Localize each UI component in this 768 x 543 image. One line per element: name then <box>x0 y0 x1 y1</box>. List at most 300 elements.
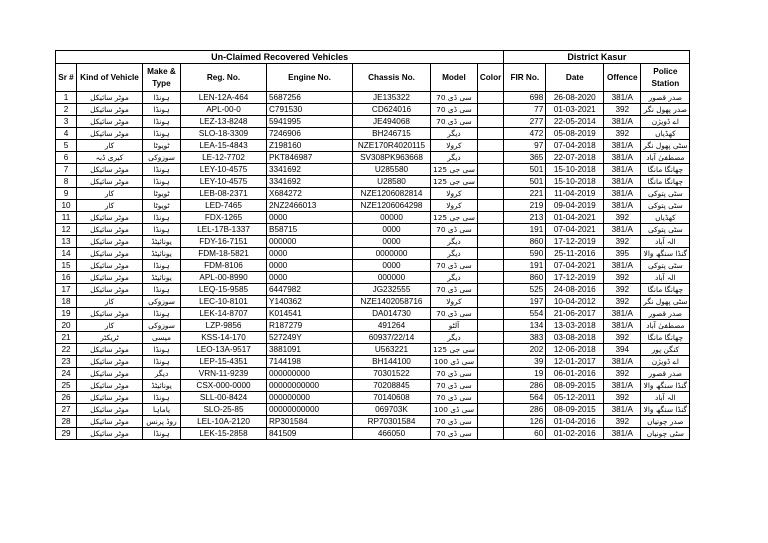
cell-date: 01-02-2016 <box>546 428 604 440</box>
table-row <box>56 92 690 104</box>
cell-date: 08-09-2015 <box>546 404 604 416</box>
header-fir: FIR No. <box>504 64 546 92</box>
cell-date: 22-07-2018 <box>546 152 604 164</box>
table-row <box>56 188 690 200</box>
cell-engine: RP301584 <box>267 416 353 428</box>
cell-offence: 381/A <box>604 92 641 104</box>
cell-model: دیگر <box>431 152 478 164</box>
cell-color <box>477 260 503 272</box>
cell-model: دیگر <box>431 236 478 248</box>
cell-station: الہ آباد <box>641 392 690 404</box>
cell-model: سی ڈی 70 <box>431 104 478 116</box>
cell-sr: 14 <box>56 248 77 260</box>
cell-make: ٹویوٹا <box>143 140 181 152</box>
cell-date: 17-12-2019 <box>546 272 604 284</box>
cell-station: سٹی پتوکی <box>641 260 690 272</box>
cell-reg: LZP-9856 <box>181 320 267 332</box>
cell-engine: 0000 <box>267 212 353 224</box>
cell-color <box>477 356 503 368</box>
cell-reg: VRN-11-9239 <box>181 368 267 380</box>
cell-kind: موٹر سائیکل <box>77 392 143 404</box>
cell-reg: LEB-08-2371 <box>181 188 267 200</box>
cell-model: سی ڈی 70 <box>431 392 478 404</box>
cell-make: ہونڈا <box>143 116 181 128</box>
cell-date: 10-04-2012 <box>546 296 604 308</box>
cell-station: گنڈا سنگھ والا <box>641 404 690 416</box>
cell-date: 05-08-2019 <box>546 128 604 140</box>
cell-offence: 381/A <box>604 260 641 272</box>
header-offence: Offence <box>604 64 641 92</box>
cell-kind: کار <box>77 320 143 332</box>
vehicles-table <box>55 50 690 440</box>
cell-make: ہونڈا <box>143 392 181 404</box>
cell-model: سی ڈی 70 <box>431 428 478 440</box>
cell-station: الہ آباد <box>641 236 690 248</box>
cell-color <box>477 128 503 140</box>
table-row <box>56 128 690 140</box>
cell-fir: 213 <box>504 212 546 224</box>
cell-station: چھانگا مانگا <box>641 284 690 296</box>
cell-date: 11-04-2019 <box>546 188 604 200</box>
cell-fir: 860 <box>504 272 546 284</box>
cell-offence: 392 <box>604 128 641 140</box>
cell-color <box>477 404 503 416</box>
cell-date: 06-01-2016 <box>546 368 604 380</box>
cell-fir: 219 <box>504 200 546 212</box>
cell-reg: FDM-18-5821 <box>181 248 267 260</box>
cell-sr: 18 <box>56 296 77 308</box>
cell-reg: APL-00-8990 <box>181 272 267 284</box>
cell-sr: 6 <box>56 152 77 164</box>
cell-engine: C791530 <box>267 104 353 116</box>
cell-make: ہونڈا <box>143 128 181 140</box>
cell-make: ہونڈا <box>143 176 181 188</box>
cell-sr: 17 <box>56 284 77 296</box>
cell-offence: 392 <box>604 296 641 308</box>
table-row <box>56 272 690 284</box>
cell-chassis: JG232555 <box>353 284 431 296</box>
cell-date: 17-12-2019 <box>546 236 604 248</box>
cell-engine: 3881091 <box>267 344 353 356</box>
cell-model: کرولا <box>431 200 478 212</box>
cell-chassis: NZE1206064298 <box>353 200 431 212</box>
cell-offence: 392 <box>604 392 641 404</box>
cell-engine: Z198160 <box>267 140 353 152</box>
cell-color <box>477 284 503 296</box>
cell-date: 12-06-2018 <box>546 344 604 356</box>
cell-date: 22-05-2014 <box>546 116 604 128</box>
cell-kind: کار <box>77 296 143 308</box>
table-row <box>56 428 690 440</box>
cell-kind: موٹر سائیکل <box>77 404 143 416</box>
header-station: Police Station <box>641 64 690 92</box>
cell-station: الہ آباد <box>641 272 690 284</box>
spreadsheet <box>55 50 690 440</box>
table-row <box>56 164 690 176</box>
cell-offence: 381/A <box>604 116 641 128</box>
cell-kind: کار <box>77 188 143 200</box>
cell-station: اے ڈویژن <box>641 116 690 128</box>
cell-chassis: JE494068 <box>353 116 431 128</box>
table-row <box>56 248 690 260</box>
cell-date: 24-08-2016 <box>546 284 604 296</box>
cell-chassis: JE135322 <box>353 92 431 104</box>
cell-date: 03-08-2018 <box>546 332 604 344</box>
cell-engine: 000000000 <box>267 368 353 380</box>
district-label: District Kasur <box>504 51 690 64</box>
cell-kind: موٹر سائیکل <box>77 272 143 284</box>
cell-station: سٹی پتوکی <box>641 188 690 200</box>
cell-kind: موٹر سائیکل <box>77 260 143 272</box>
header-model: Model <box>431 64 478 92</box>
cell-date: 01-04-2021 <box>546 212 604 224</box>
cell-engine: K014541 <box>267 308 353 320</box>
cell-station: گنڈا سنگھ والا <box>641 248 690 260</box>
cell-fir: 97 <box>504 140 546 152</box>
cell-make: سوزوکی <box>143 320 181 332</box>
table-row <box>56 284 690 296</box>
cell-sr: 16 <box>56 272 77 284</box>
cell-make: ہونڈا <box>143 92 181 104</box>
cell-engine: Y140362 <box>267 296 353 308</box>
cell-engine: 0000 <box>267 248 353 260</box>
cell-sr: 25 <box>56 380 77 392</box>
cell-kind: موٹر سائیکل <box>77 308 143 320</box>
cell-model: سی جی 125 <box>431 164 478 176</box>
cell-model: سی جی 125 <box>431 212 478 224</box>
cell-engine: 000000 <box>267 236 353 248</box>
cell-offence: 381/A <box>604 308 641 320</box>
cell-kind: موٹر سائیکل <box>77 128 143 140</box>
cell-color <box>477 152 503 164</box>
cell-kind: کار <box>77 200 143 212</box>
cell-offence: 395 <box>604 248 641 260</box>
cell-offence: 392 <box>604 236 641 248</box>
cell-model: سی ڈی 70 <box>431 116 478 128</box>
cell-fir: 472 <box>504 128 546 140</box>
cell-color <box>477 392 503 404</box>
header-reg: Reg. No. <box>181 64 267 92</box>
cell-color <box>477 236 503 248</box>
cell-engine: 3341692 <box>267 176 353 188</box>
cell-fir: 77 <box>504 104 546 116</box>
cell-kind: موٹر سائیکل <box>77 380 143 392</box>
cell-make: دیگر <box>143 368 181 380</box>
header-date: Date <box>546 64 604 92</box>
cell-offence: 381/A <box>604 224 641 236</box>
cell-make: ہونڈا <box>143 344 181 356</box>
cell-offence: 381/A <box>604 152 641 164</box>
cell-engine: R187279 <box>267 320 353 332</box>
cell-fir: 60 <box>504 428 546 440</box>
cell-make: ہونڈا <box>143 428 181 440</box>
cell-model: دیگر <box>431 248 478 260</box>
cell-color <box>477 368 503 380</box>
cell-date: 26-08-2020 <box>546 92 604 104</box>
cell-make: روڈ پرنس <box>143 416 181 428</box>
table-row <box>56 308 690 320</box>
cell-reg: KSS-14-170 <box>181 332 267 344</box>
cell-sr: 13 <box>56 236 77 248</box>
cell-reg: FDX-1265 <box>181 212 267 224</box>
cell-make: ہونڈا <box>143 260 181 272</box>
cell-model: کرولا <box>431 188 478 200</box>
cell-offence: 392 <box>604 212 641 224</box>
cell-fir: 501 <box>504 176 546 188</box>
cell-date: 01-03-2021 <box>546 104 604 116</box>
cell-reg: SLO-25-85 <box>181 404 267 416</box>
cell-model: سی ڈی 70 <box>431 416 478 428</box>
cell-chassis: 60937/22/14 <box>353 332 431 344</box>
cell-date: 25-11-2016 <box>546 248 604 260</box>
cell-model: سی جی 125 <box>431 176 478 188</box>
table-row <box>56 416 690 428</box>
cell-chassis: U28580 <box>353 176 431 188</box>
table-row <box>56 116 690 128</box>
cell-make: سوزوکی <box>143 152 181 164</box>
cell-kind: ٹریکٹر <box>77 332 143 344</box>
cell-make: سوزوکی <box>143 296 181 308</box>
table-row <box>56 332 690 344</box>
cell-chassis: BH246715 <box>353 128 431 140</box>
table-row <box>56 176 690 188</box>
cell-kind: موٹر سائیکل <box>77 356 143 368</box>
cell-fir: 191 <box>504 260 546 272</box>
cell-station: صدر قصور <box>641 308 690 320</box>
cell-engine: 00000000000 <box>267 380 353 392</box>
cell-chassis: 069703K <box>353 404 431 416</box>
cell-engine: 2NZ2466013 <box>267 200 353 212</box>
cell-reg: LEK-14-8707 <box>181 308 267 320</box>
cell-sr: 15 <box>56 260 77 272</box>
cell-model: سی ڈی 70 <box>431 308 478 320</box>
cell-chassis: U285580 <box>353 164 431 176</box>
header-make: Make & Type <box>143 64 181 92</box>
cell-model: دیگر <box>431 128 478 140</box>
cell-chassis: 491264 <box>353 320 431 332</box>
cell-offence: 381/A <box>604 188 641 200</box>
cell-sr: 28 <box>56 416 77 428</box>
cell-fir: 383 <box>504 332 546 344</box>
cell-fir: 39 <box>504 356 546 368</box>
cell-kind: کیری ڈبہ <box>77 152 143 164</box>
cell-date: 07-04-2021 <box>546 260 604 272</box>
cell-color <box>477 104 503 116</box>
cell-color <box>477 416 503 428</box>
cell-reg: LEK-15-2858 <box>181 428 267 440</box>
cell-kind: موٹر سائیکل <box>77 212 143 224</box>
header-kind: Kind of Vehicle <box>77 64 143 92</box>
cell-make: میسی <box>143 332 181 344</box>
cell-color <box>477 272 503 284</box>
cell-reg: APL-00-0 <box>181 104 267 116</box>
cell-fir: 286 <box>504 404 546 416</box>
cell-fir: 554 <box>504 308 546 320</box>
cell-station: سٹی پتوکی <box>641 224 690 236</box>
cell-sr: 4 <box>56 128 77 140</box>
cell-model: سی ڈی 70 <box>431 284 478 296</box>
cell-kind: موٹر سائیکل <box>77 428 143 440</box>
cell-station: سٹی پھول نگر <box>641 296 690 308</box>
table-row <box>56 344 690 356</box>
cell-date: 09-04-2019 <box>546 200 604 212</box>
cell-sr: 2 <box>56 104 77 116</box>
cell-offence: 381/A <box>604 176 641 188</box>
table-row <box>56 224 690 236</box>
cell-color <box>477 428 503 440</box>
cell-station: چھانگا مانگا <box>641 332 690 344</box>
cell-reg: FDM-8106 <box>181 260 267 272</box>
cell-model: دیگر <box>431 332 478 344</box>
cell-offence: 392 <box>604 272 641 284</box>
cell-fir: 191 <box>504 224 546 236</box>
cell-sr: 11 <box>56 212 77 224</box>
cell-color <box>477 308 503 320</box>
cell-station: صدر قصور <box>641 92 690 104</box>
cell-engine: 000000000 <box>267 392 353 404</box>
cell-chassis: SV308PK963668 <box>353 152 431 164</box>
cell-offence: 381/A <box>604 356 641 368</box>
cell-color <box>477 224 503 236</box>
cell-station: صدر قصور <box>641 368 690 380</box>
table-title: Un-Claimed Recovered Vehicles <box>56 51 504 64</box>
cell-fir: 197 <box>504 296 546 308</box>
cell-station: کھڈیاں <box>641 128 690 140</box>
cell-fir: 698 <box>504 92 546 104</box>
cell-sr: 21 <box>56 332 77 344</box>
cell-sr: 10 <box>56 200 77 212</box>
table-row <box>56 356 690 368</box>
cell-date: 08-09-2015 <box>546 380 604 392</box>
cell-kind: کار <box>77 140 143 152</box>
table-row <box>56 392 690 404</box>
cell-chassis: BH144100 <box>353 356 431 368</box>
cell-station: صدر چونیاں <box>641 416 690 428</box>
title-row <box>56 51 690 64</box>
cell-date: 07-04-2021 <box>546 224 604 236</box>
table-row <box>56 380 690 392</box>
header-color: Color <box>477 64 503 92</box>
cell-fir: 202 <box>504 344 546 356</box>
cell-make: ہونڈا <box>143 164 181 176</box>
cell-reg: LEA-15-4843 <box>181 140 267 152</box>
cell-make: یونائیٹڈ <box>143 236 181 248</box>
cell-sr: 26 <box>56 392 77 404</box>
cell-kind: موٹر سائیکل <box>77 236 143 248</box>
cell-station: چھانگا مانگا <box>641 176 690 188</box>
cell-chassis: U563221 <box>353 344 431 356</box>
cell-chassis: NZE1206082814 <box>353 188 431 200</box>
cell-reg: FDY-16-7151 <box>181 236 267 248</box>
cell-chassis: 0000 <box>353 236 431 248</box>
cell-chassis: 0000 <box>353 224 431 236</box>
cell-fir: 286 <box>504 380 546 392</box>
cell-make: ہونڈا <box>143 104 181 116</box>
cell-fir: 590 <box>504 248 546 260</box>
cell-fir: 365 <box>504 152 546 164</box>
cell-reg: LEZ-13-8248 <box>181 116 267 128</box>
cell-make: ہونڈا <box>143 356 181 368</box>
cell-offence: 394 <box>604 344 641 356</box>
cell-chassis: 70208845 <box>353 380 431 392</box>
cell-offence: 381/A <box>604 140 641 152</box>
cell-offence: 392 <box>604 368 641 380</box>
cell-engine: 0000 <box>267 260 353 272</box>
cell-date: 01-04-2016 <box>546 416 604 428</box>
cell-offence: 392 <box>604 416 641 428</box>
cell-sr: 12 <box>56 224 77 236</box>
cell-station: سٹی چونیاں <box>641 428 690 440</box>
cell-chassis: 70140608 <box>353 392 431 404</box>
cell-offence: 381/A <box>604 380 641 392</box>
cell-model: کرولا <box>431 296 478 308</box>
cell-engine: 6447982 <box>267 284 353 296</box>
table-row <box>56 368 690 380</box>
cell-station: اے ڈویژن <box>641 356 690 368</box>
cell-chassis: RP70301584 <box>353 416 431 428</box>
cell-date: 07-04-2018 <box>546 140 604 152</box>
cell-date: 15-10-2018 <box>546 164 604 176</box>
cell-engine: 0000 <box>267 272 353 284</box>
cell-offence: 381/A <box>604 200 641 212</box>
cell-make: ہونڈا <box>143 224 181 236</box>
cell-fir: 277 <box>504 116 546 128</box>
cell-make: یاماہا <box>143 404 181 416</box>
cell-kind: موٹر سائیکل <box>77 248 143 260</box>
cell-date: 21-06-2017 <box>546 308 604 320</box>
cell-make: یونائیٹڈ <box>143 248 181 260</box>
cell-sr: 7 <box>56 164 77 176</box>
cell-color <box>477 212 503 224</box>
table-row <box>56 236 690 248</box>
cell-color <box>477 164 503 176</box>
cell-model: سی جی 125 <box>431 344 478 356</box>
cell-sr: 24 <box>56 368 77 380</box>
table-row <box>56 140 690 152</box>
cell-kind: موٹر سائیکل <box>77 92 143 104</box>
cell-reg: LEN-12A-464 <box>181 92 267 104</box>
cell-station: کھڈیاں <box>641 212 690 224</box>
table-row <box>56 296 690 308</box>
cell-offence: 392 <box>604 332 641 344</box>
cell-color <box>477 176 503 188</box>
cell-engine: 7246906 <box>267 128 353 140</box>
cell-kind: موٹر سائیکل <box>77 176 143 188</box>
cell-offence: 392 <box>604 104 641 116</box>
cell-reg: LE-12-7702 <box>181 152 267 164</box>
cell-station: چھانگا مانگا <box>641 164 690 176</box>
cell-color <box>477 92 503 104</box>
cell-make: یونائیٹڈ <box>143 380 181 392</box>
cell-reg: CSX-000-0000 <box>181 380 267 392</box>
cell-fir: 126 <box>504 416 546 428</box>
table-row <box>56 320 690 332</box>
cell-sr: 1 <box>56 92 77 104</box>
cell-color <box>477 332 503 344</box>
cell-kind: موٹر سائیکل <box>77 164 143 176</box>
header-chassis: Chassis No. <box>353 64 431 92</box>
cell-color <box>477 200 503 212</box>
cell-kind: موٹر سائیکل <box>77 284 143 296</box>
cell-model: سی ڈی 70 <box>431 224 478 236</box>
cell-kind: موٹر سائیکل <box>77 416 143 428</box>
header-row <box>56 64 690 92</box>
cell-offence: 381/A <box>604 428 641 440</box>
cell-make: ہونڈا <box>143 284 181 296</box>
cell-fir: 860 <box>504 236 546 248</box>
cell-model: سی ڈی 70 <box>431 260 478 272</box>
cell-engine: 3341692 <box>267 164 353 176</box>
